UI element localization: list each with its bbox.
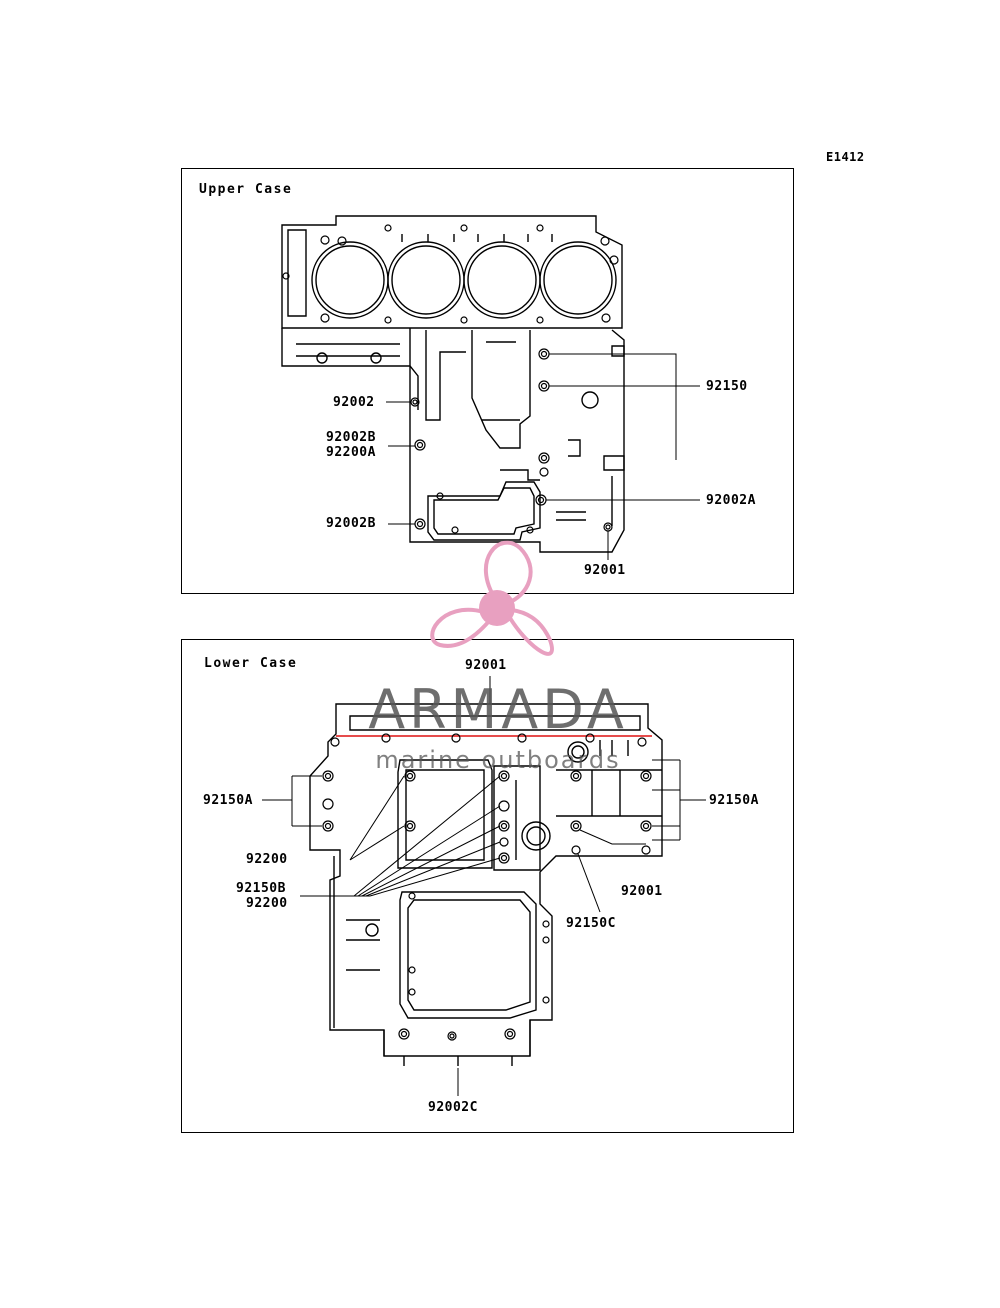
- callout-92001-upper: 92001: [584, 563, 626, 578]
- callout-92002b-lower: 92002B: [326, 516, 376, 531]
- callout-92200a: 92200A: [326, 445, 376, 460]
- callout-92150c: 92150C: [566, 916, 616, 931]
- callout-92150: 92150: [706, 379, 748, 394]
- upper-case-drawing: [282, 216, 700, 560]
- callout-92002a: 92002A: [706, 493, 756, 508]
- callout-92150a-right: 92150A: [709, 793, 759, 808]
- callout-92200-a: 92200: [246, 852, 288, 867]
- callout-92001-right: 92001: [621, 884, 663, 899]
- upper-case-title: Upper Case: [199, 182, 293, 197]
- lower-case-title: Lower Case: [204, 656, 298, 671]
- page-code: E1412: [826, 150, 865, 164]
- callout-92002c: 92002C: [428, 1100, 478, 1115]
- watermark-tagline: marine outboards: [375, 746, 621, 774]
- callout-92001-top: 92001: [465, 658, 507, 673]
- callout-92002: 92002: [333, 395, 375, 410]
- callout-92150b: 92150B: [236, 881, 286, 896]
- callout-92200-b: 92200: [246, 896, 288, 911]
- callout-92150a-left: 92150A: [203, 793, 253, 808]
- watermark-brand: ARMADA: [368, 678, 628, 741]
- callout-92002b-upper: 92002B: [326, 430, 376, 445]
